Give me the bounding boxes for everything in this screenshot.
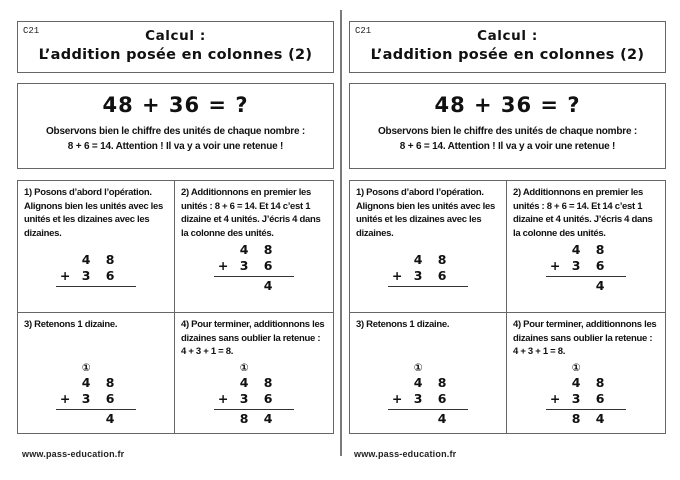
worksheet-title-line1: Calcul :	[145, 28, 206, 44]
plus-operator: +	[217, 390, 229, 406]
plus-operator: +	[59, 268, 71, 284]
step-4-text: 4) Pour terminer, additionnons les dizaines sans oublier la retenue : 4 + 3 + 1 = 8.	[513, 319, 657, 357]
step-3-addition	[388, 362, 468, 426]
addition-result-row	[214, 277, 294, 293]
step-2-addition	[214, 242, 294, 293]
worksheet-title-line1: Calcul :	[477, 28, 538, 44]
addition-top-row	[546, 242, 626, 258]
footer-url: www.pass-education.fr	[354, 449, 457, 459]
steps-grid	[17, 180, 334, 434]
addition-result-row	[388, 410, 468, 426]
bottom-tens-digit: 3	[413, 268, 423, 284]
problem-note	[350, 124, 665, 154]
addition-result-row	[546, 410, 626, 426]
problem-note-line2: 8 + 6 = 14. Attention ! Il va y a voir une retenue !	[67, 141, 284, 152]
header-box	[17, 21, 334, 73]
top-units-digit: 8	[437, 374, 447, 390]
carry-digit: ①	[571, 361, 581, 374]
step-3-addition	[56, 362, 136, 426]
addition-top-row	[56, 375, 136, 391]
addition-top-row	[546, 375, 626, 391]
plus-operator: +	[549, 390, 561, 406]
addition-operands	[214, 375, 294, 410]
problem-note-line1: Observons bien le chiffre des unités de chaque nombre :	[377, 126, 638, 137]
step-1-addition	[388, 252, 468, 287]
step-3-cell	[350, 313, 507, 433]
problem-box	[349, 83, 666, 169]
top-tens-digit: 4	[413, 374, 423, 390]
plus-operator: +	[391, 268, 403, 284]
steps-grid	[349, 180, 666, 434]
result-tens-digit: 8	[239, 410, 249, 426]
addition-top-row	[214, 375, 294, 391]
bottom-tens-digit: 3	[571, 390, 581, 406]
addition-bottom-row	[214, 258, 294, 274]
top-units-digit: 8	[595, 242, 605, 258]
footer-url: www.pass-education.fr	[22, 449, 125, 459]
bottom-units-digit: 6	[595, 258, 605, 274]
step-1-cell	[350, 181, 507, 313]
addition-top-row	[388, 375, 468, 391]
addition-carry-row	[546, 362, 626, 375]
step-4-cell	[175, 313, 333, 433]
bottom-units-digit: 6	[595, 390, 605, 406]
plus-operator: +	[59, 390, 71, 406]
step-4-addition	[546, 362, 626, 426]
top-tens-digit: 4	[81, 374, 91, 390]
step-3-text: 3) Retenons 1 dizaine.	[24, 319, 118, 330]
result-units-digit: 4	[595, 278, 605, 294]
worksheet-panel-left	[17, 21, 334, 459]
addition-operands	[56, 375, 136, 410]
problem-equation: 48 + 36 = ?	[434, 93, 581, 117]
addition-bottom-row	[56, 391, 136, 407]
top-tens-digit: 4	[571, 242, 581, 258]
step-4-addition	[214, 362, 294, 426]
plus-operator: +	[217, 258, 229, 274]
bottom-units-digit: 6	[437, 268, 447, 284]
top-tens-digit: 4	[571, 374, 581, 390]
top-tens-digit: 4	[413, 252, 423, 268]
step-2-cell	[175, 181, 333, 313]
plus-operator: +	[391, 390, 403, 406]
addition-bottom-row	[56, 268, 136, 284]
carry-digit: ①	[81, 361, 91, 374]
top-tens-digit: 4	[239, 242, 249, 258]
top-tens-digit: 4	[81, 252, 91, 268]
bottom-units-digit: 6	[105, 268, 115, 284]
bottom-units-digit: 6	[263, 258, 273, 274]
worksheet-code: C21	[355, 26, 372, 36]
carry-digit: ①	[239, 361, 249, 374]
addition-bottom-row	[388, 391, 468, 407]
step-4-cell	[507, 313, 665, 433]
addition-bottom-row	[214, 391, 294, 407]
step-2-text: 2) Additionnons en premier les unités : 8 + 6 = 14. Et 14 c’est 1 dizaine et 4 unités. J’écris 4 dans la colonne des unités.	[513, 187, 653, 239]
addition-operands	[388, 375, 468, 410]
top-units-digit: 8	[437, 252, 447, 268]
top-units-digit: 8	[105, 374, 115, 390]
carry-digit: ①	[413, 361, 423, 374]
addition-top-row	[388, 252, 468, 268]
addition-result-row	[56, 410, 136, 426]
worksheet-panel-right	[349, 21, 666, 459]
top-units-digit: 8	[263, 374, 273, 390]
bottom-units-digit: 6	[437, 390, 447, 406]
top-units-digit: 8	[263, 242, 273, 258]
bottom-tens-digit: 3	[571, 258, 581, 274]
problem-note-line1: Observons bien le chiffre des unités de chaque nombre :	[45, 126, 306, 137]
addition-operands	[546, 375, 626, 410]
addition-bottom-row	[546, 391, 626, 407]
result-units-digit: 4	[263, 410, 273, 426]
bottom-tens-digit: 3	[413, 390, 423, 406]
addition-carry-row	[56, 362, 136, 375]
addition-result-row	[214, 410, 294, 426]
addition-carry-row	[388, 362, 468, 375]
addition-operands	[546, 242, 626, 277]
step-2-cell	[507, 181, 665, 313]
addition-carry-row	[214, 362, 294, 375]
problem-box	[17, 83, 334, 169]
page-center-divider	[340, 10, 342, 456]
step-2-text: 2) Additionnons en premier les unités : 8 + 6 = 14. Et 14 c’est 1 dizaine et 4 unités. J’écris 4 dans la colonne des unités.	[181, 187, 321, 239]
addition-bottom-row	[546, 258, 626, 274]
worksheet-title-line2: L’addition posée en colonnes (2)	[370, 47, 645, 63]
top-units-digit: 8	[595, 374, 605, 390]
step-2-addition	[546, 242, 626, 293]
worksheet-title-line2: L’addition posée en colonnes (2)	[38, 47, 313, 63]
addition-bottom-row	[388, 268, 468, 284]
bottom-tens-digit: 3	[81, 390, 91, 406]
worksheet-code: C21	[23, 26, 40, 36]
problem-equation: 48 + 36 = ?	[102, 93, 249, 117]
step-3-text: 3) Retenons 1 dizaine.	[356, 319, 450, 330]
step-3-cell	[18, 313, 175, 433]
problem-note	[18, 124, 333, 154]
result-tens-digit: 8	[571, 410, 581, 426]
result-units-digit: 4	[437, 410, 447, 426]
step-1-cell	[18, 181, 175, 313]
result-units-digit: 4	[263, 278, 273, 294]
problem-note-line2: 8 + 6 = 14. Attention ! Il va y a voir une retenue !	[399, 141, 616, 152]
bottom-tens-digit: 3	[81, 268, 91, 284]
bottom-units-digit: 6	[105, 390, 115, 406]
result-units-digit: 4	[105, 410, 115, 426]
header-box	[349, 21, 666, 73]
bottom-units-digit: 6	[263, 390, 273, 406]
result-units-digit: 4	[595, 410, 605, 426]
bottom-tens-digit: 3	[239, 258, 249, 274]
addition-operands	[388, 252, 468, 287]
top-units-digit: 8	[105, 252, 115, 268]
bottom-tens-digit: 3	[239, 390, 249, 406]
step-1-text: 1) Posons d’abord l’opération. Alignons bien les unités avec les unités et les dizaines avec les dizaines.	[356, 187, 495, 239]
addition-operands	[56, 252, 136, 287]
top-tens-digit: 4	[239, 374, 249, 390]
step-1-text: 1) Posons d’abord l’opération. Alignons bien les unités avec les unités et les dizaines avec les dizaines.	[24, 187, 163, 239]
addition-top-row	[214, 242, 294, 258]
step-1-addition	[56, 252, 136, 287]
plus-operator: +	[549, 258, 561, 274]
addition-result-row	[546, 277, 626, 293]
step-4-text: 4) Pour terminer, additionnons les dizaines sans oublier la retenue : 4 + 3 + 1 = 8.	[181, 319, 325, 357]
addition-operands	[214, 242, 294, 277]
addition-top-row	[56, 252, 136, 268]
